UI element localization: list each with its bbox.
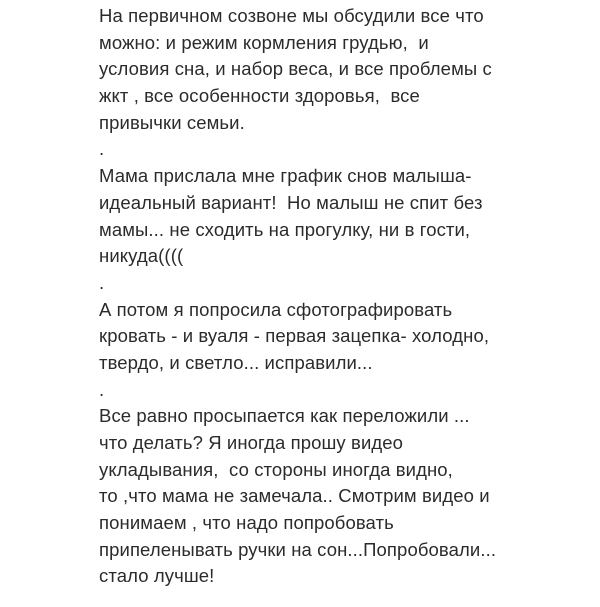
text-line: Мама прислала мне график снов малыша- xyxy=(99,165,472,187)
paragraph-2 xyxy=(99,163,594,270)
text-line: мамы... не сходить на прогулку, ни в гости, xyxy=(99,218,471,240)
text-line: припеленывать ручки на сон...Попробовали... xyxy=(99,538,497,560)
text-line: стало лучше! xyxy=(99,565,215,587)
text-line: привычки семьи. xyxy=(99,111,245,133)
text-line: А потом я попросила сфотографировать xyxy=(99,298,453,320)
text-line: кровать - и вуаля - первая зацепка- холодно, xyxy=(99,325,490,347)
text-line: понимаем , что надо попробовать xyxy=(99,512,394,534)
text-line: Все равно просыпается как переложили ... xyxy=(99,405,470,427)
paragraph-1 xyxy=(99,3,594,136)
post-text xyxy=(99,3,594,590)
text-line: твердо, и светло... исправили... xyxy=(99,351,373,373)
text-line: можно: и режим кормления грудью, и xyxy=(99,31,429,53)
text-line: укладывания, со стороны иногда видно, xyxy=(99,458,453,480)
paragraph-separator: . xyxy=(99,378,105,400)
text-line: идеальный вариант! Но малыш не спит без xyxy=(99,191,483,213)
text-line: никуда(((( xyxy=(99,245,184,267)
paragraph-separator: . xyxy=(99,271,105,293)
text-line: На первичном созвоне мы обсудили все что xyxy=(99,5,484,26)
text-line: что делать? Я иногда прошу видео xyxy=(99,432,404,453)
paragraph-separator: . xyxy=(99,138,105,160)
text-line: жкт , все особенности здоровья, все xyxy=(99,85,420,107)
paragraph-4 xyxy=(99,403,594,590)
text-line: условия сна, и набор веса, и все проблемы с xyxy=(99,58,492,80)
text-line: то ,что мама не замечала.. Смотрим видео и xyxy=(99,485,490,507)
paragraph-3 xyxy=(99,297,594,377)
